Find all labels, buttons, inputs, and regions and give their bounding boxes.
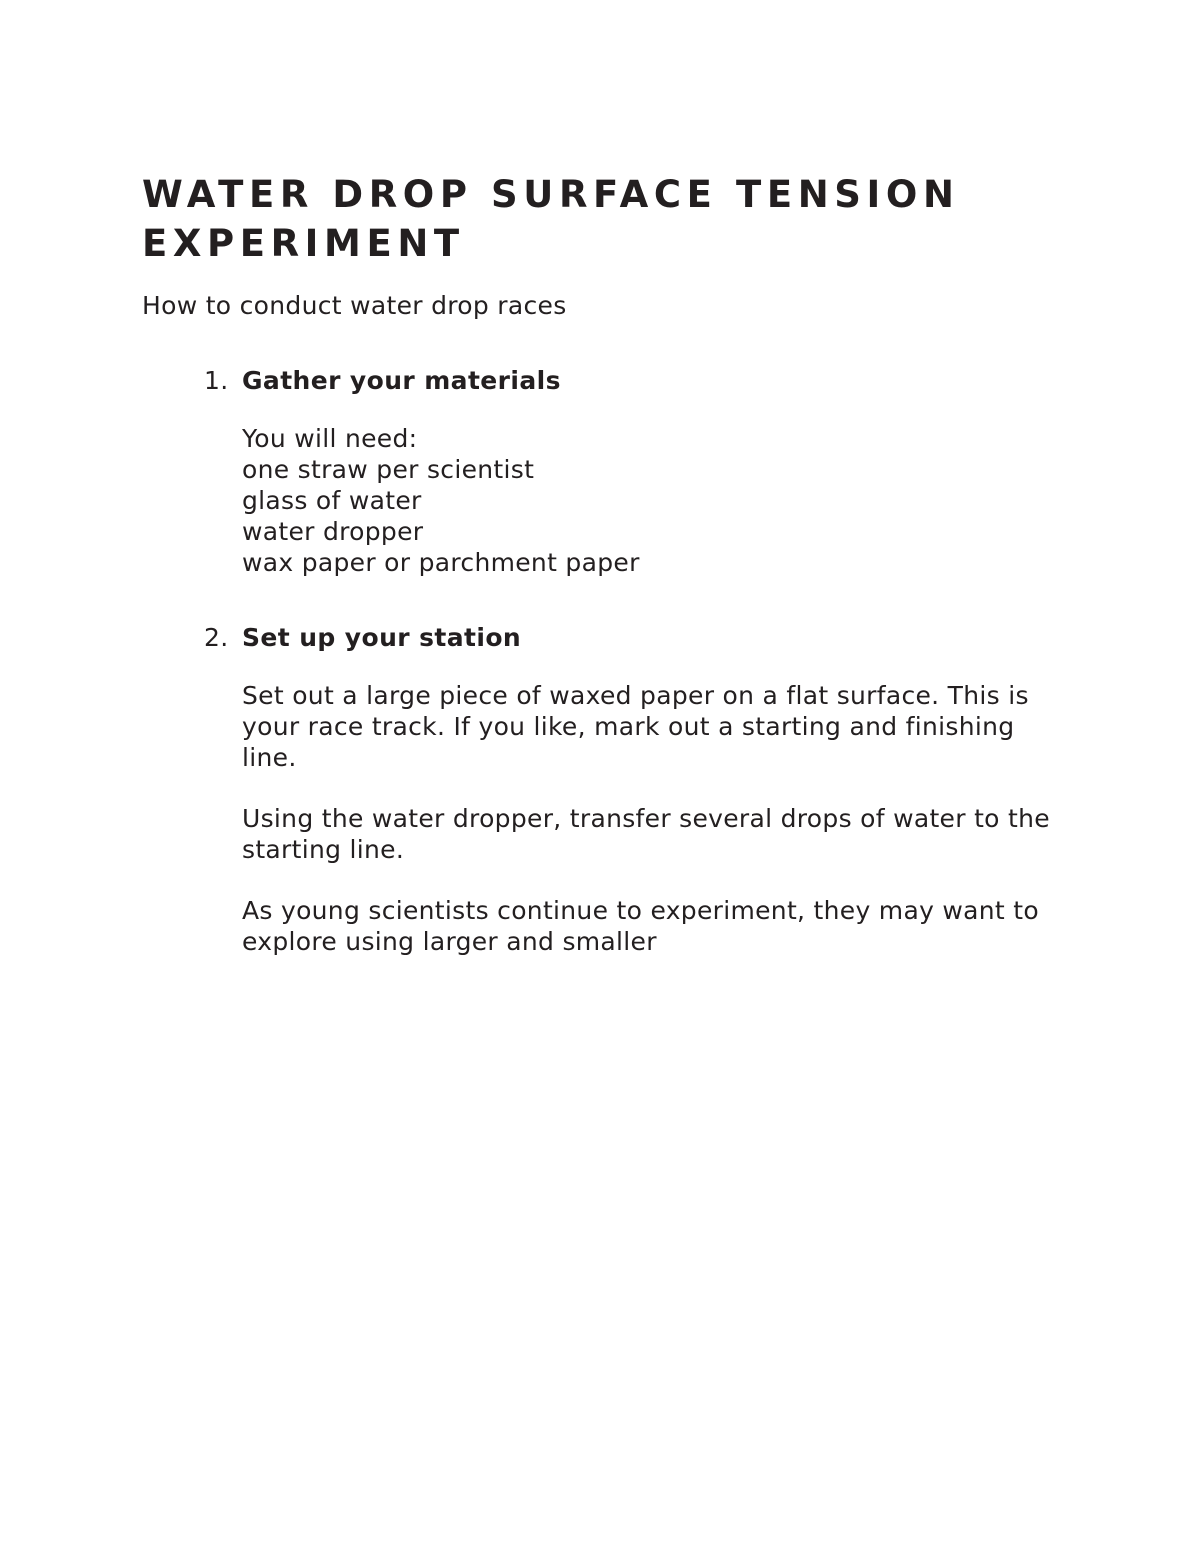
step-title: Set up your station <box>242 623 522 652</box>
station-instructions <box>242 680 1084 957</box>
document-subtitle: How to conduct water drop races <box>142 291 567 320</box>
step-title: Gather your materials <box>242 366 561 395</box>
instruction-paragraph: Set out a large piece of waxed paper on a flat surface. This is your race track. If you like, mark out a starting and finishing line. <box>242 681 1029 772</box>
material-item: wax paper or parchment paper <box>242 548 640 577</box>
step-heading <box>204 365 1084 397</box>
instruction-paragraph: As young scientists continue to experiment, they may want to explore using larger and smaller <box>242 896 1039 956</box>
materials-intro: You will need: <box>242 424 418 453</box>
document-title: WATER DROP SURFACE TENSION EXPERIMENT <box>142 173 960 265</box>
step-gather-materials <box>204 365 1084 578</box>
materials-list <box>242 423 1084 578</box>
step-set-up-station <box>204 622 1084 987</box>
step-heading <box>204 622 1084 654</box>
material-item: one straw per scientist <box>242 455 535 484</box>
material-item: water dropper <box>242 517 424 546</box>
material-item: glass of water <box>242 486 422 515</box>
step-number: 1. <box>204 366 229 395</box>
step-number: 2. <box>204 623 229 652</box>
instruction-paragraph: Using the water dropper, transfer several drops of water to the starting line. <box>242 804 1050 864</box>
